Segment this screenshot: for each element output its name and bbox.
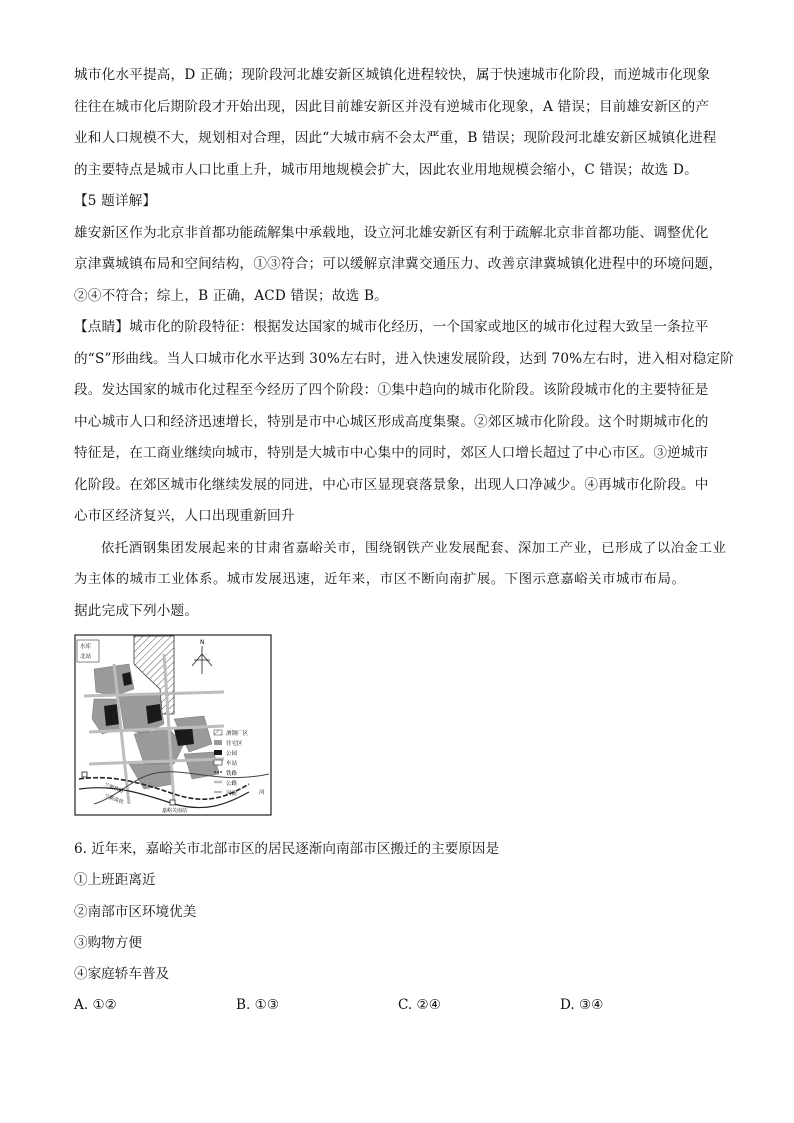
legend-residential: 住宅区 [226, 741, 243, 747]
legend-road: 公路 [226, 781, 238, 787]
place-label-north-station: 北站 [80, 654, 92, 660]
question-item: ①上班距离近 [74, 872, 156, 889]
legend-station: 车站 [226, 761, 238, 767]
city-layout-map [74, 634, 272, 816]
document-body [74, 60, 735, 627]
text-line: 中心城市人口和经济迅速增长，特别是市中心城区形成高度集聚。②郊区城市化阶段。这个时期城市化的 [74, 413, 709, 430]
question-6 [74, 834, 724, 1021]
text-line: 特征是，在工商业继续向城市，特别是大城市中心集中的同时，郊区人口增长超过了中心市区。③逆城市 [74, 445, 709, 461]
option-b[interactable]: B. ①③ [236, 997, 280, 1014]
station-marker [82, 772, 87, 777]
place-label-river: 河 [259, 790, 265, 796]
answer-options [74, 990, 724, 1021]
legend-steel-plant: 酒钢厂区 [226, 731, 249, 737]
place-label-reservoir: 水库 [80, 644, 92, 650]
question-item: ③购物方便 [74, 934, 142, 951]
text-line: 化阶段。在郊区城市化继续发展的同进，中心市区显现衰落景象，出现人口净减少。④再城市化阶段。中 [74, 476, 709, 493]
question-stem: 6. 近年来，嘉峪关市北部市区的居民逐渐向南部市区搬迁的主要原因是 [74, 841, 500, 857]
text-line: 雄安新区作为北京非首都功能疏解集中承载地，设立河北雄安新区有利于疏解北京非首都功能、调整优化 [74, 224, 709, 241]
text-line: 的主要特点是城市人口比重上升，城市用地规模会扩大，因此农业用地规模会缩小，C 错误；故选 D。 [74, 161, 698, 178]
text-line: 心市区经济复兴，人口出现重新回升 [74, 508, 295, 524]
question-item: ②南部市区环境优美 [74, 903, 197, 920]
section-heading: 【5 题详解】 [74, 193, 157, 209]
text-line: 【点睛】城市化的阶段特征：根据发达国家的城市化经历，一个国家或地区的城市化过程大致呈一条拉平 [74, 319, 709, 335]
text-line: 京津冀城镇布局和空间结构，①③符合；可以缓解京津冀交通压力、改善京津冀城镇化进程中的环境问题， [74, 256, 723, 272]
place-label-south-station: 嘉峪关南站 [162, 808, 188, 814]
text-line: ②④不符合；综上，B 正确，ACD 错误；故选 B。 [74, 287, 388, 304]
text-line: 城市化水平提高，D 正确；现阶段河北雄安新区城镇化进程较快，属于快速城市化阶段，而逆城市化现象 [74, 67, 711, 83]
intro-line: 为主体的城市工业体系。城市发展迅速，近年来，市区不断向南扩展。下图示意嘉峪关市城市布局。 [74, 572, 686, 587]
text-line: 的“S”形曲线。当人口城市化水平达到 30%左右时，进入快速发展阶段，达到 70%左右时，进入相对稳定阶 [74, 350, 735, 367]
option-d[interactable]: D. ③④ [560, 997, 604, 1014]
legend-river: 河流 [226, 791, 238, 797]
place-label-lanxin-railway: 兰新铁路 [103, 782, 125, 795]
text-line: 业和人口规模不大，规划相对合理，因此“大城市病不会太严重，B 错误；现阶段河北雄安新区城镇化进程 [74, 130, 717, 146]
option-a[interactable]: A. ①② [74, 997, 117, 1014]
intro-line: 据此完成下列小题。 [74, 602, 199, 619]
question-item: ④家庭轿车普及 [74, 966, 170, 983]
legend-railway: 铁路 [226, 771, 238, 777]
station-marker [170, 800, 175, 805]
intro-line: 依托酒钢集团发展起来的甘肃省嘉峪关市，围绕钢铁产业发展配套、深加工产业，已形成了以冶金工业 [101, 540, 727, 556]
place-label-lanxin-hsr: 兰新高铁 [103, 793, 125, 806]
option-c[interactable]: C. ②④ [398, 997, 441, 1014]
legend-park: 公园 [226, 751, 238, 757]
text-line: 往往在城市化后期阶段才开始出现，因此目前雄安新区并没有逆城市化现象，A 错误；目前雄安新区的产 [74, 98, 710, 115]
svg-text:N: N [200, 639, 205, 646]
text-line: 段。发达国家的城市化过程至今经历了四个阶段：①集中趋向的城市化阶段。该阶段城市化的主要特征是 [74, 382, 709, 398]
